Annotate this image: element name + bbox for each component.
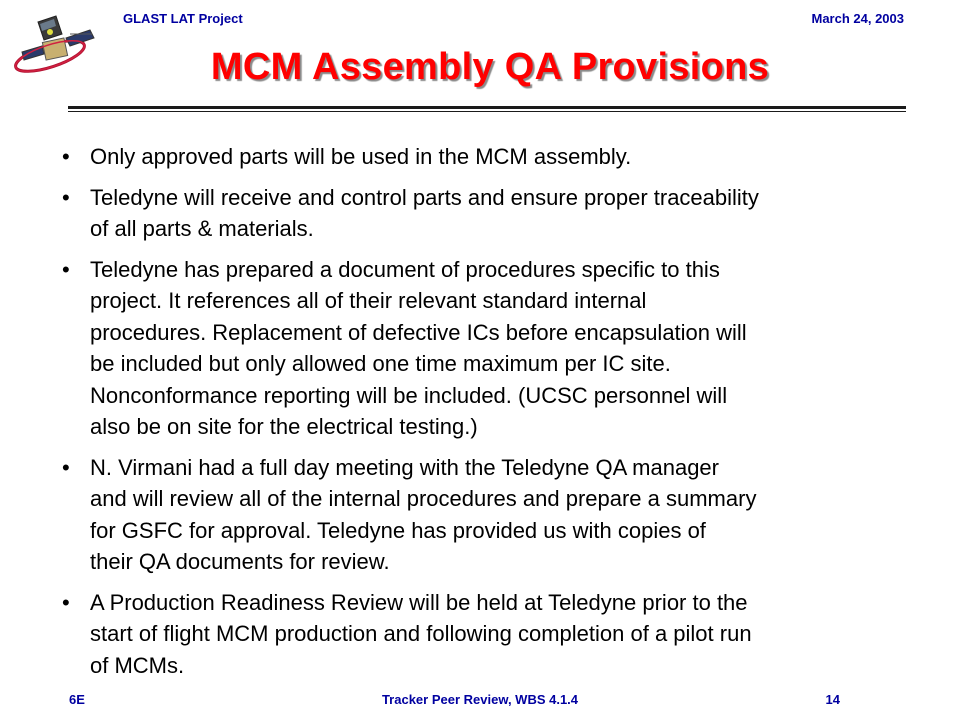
bullet-line: procedures. Replacement of defective ICs before encapsulation will xyxy=(90,319,747,345)
bullet-line: Teledyne has prepared a document of procedures specific to this xyxy=(90,256,720,282)
bullet-line: Nonconformance reporting will be included. (UCSC personnel will xyxy=(90,382,728,408)
bullet-line: project. It references all of their relevant standard internal xyxy=(90,288,647,313)
bullet-item xyxy=(62,452,922,578)
bullet-line: for GSFC for approval. Teledyne has provided us with copies of xyxy=(90,517,706,543)
bullet-line: Teledyne will receive and control parts and ensure proper traceability xyxy=(90,184,759,210)
glast-satellite-logo xyxy=(10,4,104,82)
title-divider-thin xyxy=(68,111,906,112)
footer-section-id: 6E xyxy=(69,692,85,707)
bullet-text xyxy=(90,182,922,245)
bullet-line: of MCMs. xyxy=(90,652,185,678)
bullet-dot: • xyxy=(62,184,70,210)
bullet-text xyxy=(90,587,922,682)
title-divider xyxy=(68,106,906,109)
bullet-dot: • xyxy=(62,256,70,282)
bullet-text xyxy=(90,452,922,578)
bullet-line: their QA documents for review. xyxy=(90,549,390,574)
bullet-line: also be on site for the electrical testing.) xyxy=(90,414,478,439)
bullet-line: A Production Readiness Review will be held at Teledyne prior to the xyxy=(90,589,748,615)
bullet-text xyxy=(90,254,922,443)
bullet-item xyxy=(62,141,922,173)
bullet-item xyxy=(62,182,922,245)
bullet-line: of all parts & materials. xyxy=(90,216,314,241)
page-number: 14 xyxy=(825,692,840,707)
footer-review-title: Tracker Peer Review, WBS 4.1.4 xyxy=(381,692,579,707)
bullet-item xyxy=(62,587,922,682)
bullet-line: Only approved parts will be used in the MCM assembly. xyxy=(90,144,632,169)
bullet-list xyxy=(62,141,922,690)
bullet-dot: • xyxy=(62,589,70,615)
project-name: GLAST LAT Project xyxy=(123,11,243,26)
bullet-dot: • xyxy=(62,144,70,169)
bullet-line: start of flight MCM production and following completion of a pilot run xyxy=(90,621,752,646)
bullet-line: be included but only allowed one time maximum per IC site. xyxy=(90,351,671,376)
bullet-item xyxy=(62,254,922,443)
bullet-line: N. Virmani had a full day meeting with the Teledyne QA manager xyxy=(90,454,719,480)
bullet-text xyxy=(90,141,922,173)
bullet-line: and will review all of the internal procedures and prepare a summary xyxy=(90,486,757,511)
header-date: March 24, 2003 xyxy=(811,11,904,26)
bullet-dot: • xyxy=(62,454,70,480)
slide-title: MCM Assembly QA Provisions xyxy=(210,46,770,88)
